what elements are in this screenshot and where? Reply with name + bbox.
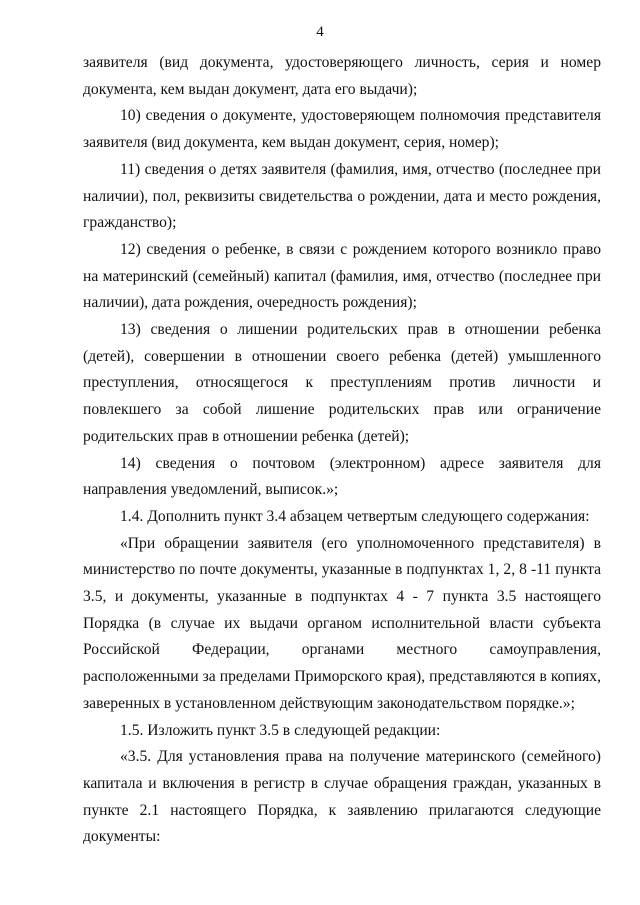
paragraph-item-13: 13) сведения о лишении родительских прав в отношении ребенка (детей), совершении в отношении своего ребенка (детей) умышленного преступления, относящегося к преступлениям против личности и повлекшего за собой лишение родительских прав или ограничение родительских прав в отношении ребенка (детей); [83, 321, 601, 445]
paragraph-amendment-1-4: 1.4. Дополнить пункт 3.4 абзацем четвертым следующего содержания: [120, 507, 590, 525]
paragraph-item-12: 12) сведения о ребенке, в связи с рождением которого возникло право на материнский (семейный) капитал (фамилия, имя, отчество (последнее при наличии), дата рождения, очередность рождения); [83, 240, 601, 312]
paragraph-item-10: 10) сведения о документе, удостоверяющем полномочия представителя заявителя (вид документа, кем выдан документ, серия, номер); [83, 107, 601, 152]
paragraph-quoted-insert: «При обращении заявителя (его уполномоченного представителя) в министерство по почте документы, указанные в подпунктах 1, 2, 8 -11 пункта 3.5, и документы, указанные в подпунктах 4 - 7 пункта 3.5 настоящего Порядка (в случае их выдачи органом исполнительной власти субъекта Российской Федерации, органами местного самоуправления, расположенными за пределами Приморского края), представляются в копиях, заверенных в установленном действующим законодательством порядке.»; [83, 534, 601, 712]
document-body [83, 50, 601, 851]
paragraph-quoted-3-5: «3.5. Для установления права на получение материнского (семейного) капитала и включения в регистр в случае обращения граждан, указанных в пункте 2.1 настоящего Порядка, к заявлению прилагаются следующие документы: [83, 748, 601, 846]
paragraph-item-11: 11) сведения о детях заявителя (фамилия, имя, отчество (последнее при наличии), пол, реквизиты свидетельства о рождении, дата и место рождения, гражданство); [83, 160, 601, 232]
paragraph-continuation: заявителя (вид документа, удостоверяющего личность, серия и номер документа, кем выдан документ, дата его выдачи); [83, 54, 601, 98]
paragraph-item-14: 14) сведения о почтовом (электронном) адресе заявителя для направления уведомлений, выписок.»; [83, 454, 601, 499]
page-number: 4 [316, 24, 324, 40]
paragraph-amendment-1-5: 1.5. Изложить пункт 3.5 в следующей редакции: [120, 721, 441, 739]
